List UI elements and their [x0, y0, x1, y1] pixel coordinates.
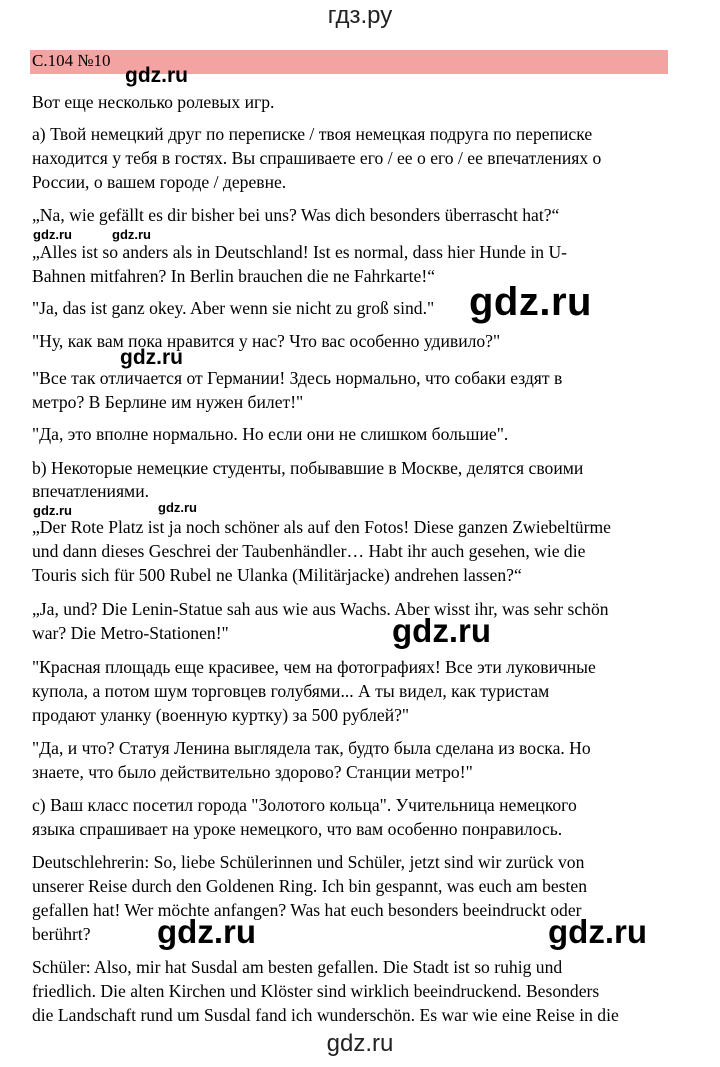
site-title-bottom: gdz.ru	[326, 1030, 394, 1057]
dialogue-line: Schüler: Also, mir hat Susdal am besten gefallen. Die Stadt ist so ruhig und	[32, 957, 563, 977]
task-c-line: с) Ваш класс посетил города "Золотого кольца". Учительница немецкого	[32, 795, 577, 815]
task-c-line: языка спрашивает на уроке немецкого, что вам особенно понравилось.	[32, 819, 563, 839]
watermark: gdz.ru	[158, 500, 197, 515]
watermark: gdz.ru	[33, 227, 72, 242]
watermark: gdz.ru	[469, 280, 592, 324]
german-line: "Ja, das ist ganz okey. Aber wenn sie nicht zu groß sind."	[32, 298, 435, 318]
german-line: Touris sich für 500 Rubel ne Ulanka (Militärjacke) andrehen lassen?“	[32, 565, 522, 585]
german-line: „Ja, und? Die Lenin-Statue sah aus wie aus Wachs. Aber wisst ihr, was sehr schön	[32, 599, 609, 619]
german-line: „Alles ist so anders als in Deutschland! Ist es normal, dass hier Hunde in U-	[32, 242, 568, 262]
task-b-line: b) Некоторые немецкие студенты, побывавшие в Москве, делятся своими	[32, 458, 584, 478]
site-title-top: гдз.ру	[327, 2, 393, 29]
german-line: Bahnen mitfahren? In Berlin brauchen die ne Fahrkarte!“	[32, 266, 436, 286]
dialogue-line: friedlich. Die alten Kirchen und Klöster sind wirklich beeindruckend. Besonders	[32, 981, 600, 1001]
russian-line: "Ну, как вам пока нравится у нас? Что вас особенно удивило?"	[32, 331, 501, 351]
dialogue-line: die Landschaft rund um Susdal fand ich wunderschön. Es war wie eine Reise in die	[32, 1005, 619, 1025]
russian-line: "Все так отличается от Германии! Здесь нормально, что собаки ездят в	[32, 368, 563, 388]
task-a-line: России, о вашем городе / деревне.	[32, 172, 287, 192]
dialogue-line: berührt?	[32, 924, 91, 944]
intro-line: Вот еще несколько ролевых игр.	[32, 92, 275, 112]
russian-line: метро? В Берлине им нужен билет!"	[32, 392, 304, 412]
dialogue-line: unserer Reise durch den Goldenen Ring. Ich bin gespannt, was euch am besten	[32, 876, 588, 896]
dialogue-line: Deutschlehrerin: So, liebe Schülerinnen und Schüler, jetzt sind wir zurück von	[32, 852, 585, 872]
russian-line: продают уланку (военную куртку) за 500 рублей?"	[32, 705, 410, 725]
russian-line: "Да, это вполне нормально. Но если они не слишком большие".	[32, 424, 509, 444]
watermark: gdz.ru	[120, 346, 183, 369]
russian-line: "Да, и что? Статуя Ленина выглядела так, будто была сделана из воска. Но	[32, 738, 591, 758]
task-a-line: а) Твой немецкий друг по переписке / твоя немецкая подруга по переписке	[32, 124, 593, 144]
watermark: gdz.ru	[112, 227, 151, 242]
german-line: war? Die Metro-Stationen!"	[32, 623, 229, 643]
german-line: und dann dieses Geschrei der Taubenhändler… Habt ihr auch gesehen, wie die	[32, 541, 586, 561]
russian-line: знаете, что было действительно здорово? Станции метро!"	[32, 762, 473, 782]
watermark: gdz.ru	[548, 913, 647, 950]
german-line: „Der Rote Platz ist ja noch schöner als auf den Fotos! Diese ganzen Zwiebeltürme	[32, 517, 611, 537]
german-line: „Na, wie gefällt es dir bisher bei uns? Was dich besonders überrascht hat?“	[32, 205, 560, 225]
russian-line: "Красная площадь еще красивее, чем на фотографиях! Все эти луковичные	[32, 657, 596, 677]
task-a-line: находится у тебя в гостях. Вы спрашиваете его / ее о его / ее впечатлениях о	[32, 148, 602, 168]
task-b-line: впечатлениями.	[32, 481, 150, 501]
russian-line: купола, а потом шум торговцев голубями... А ты видел, как туристам	[32, 681, 550, 701]
task-number: С.104 №10	[32, 51, 111, 70]
watermark: gdz.ru	[157, 913, 256, 950]
watermark: gdz.ru	[33, 503, 72, 518]
watermark: gdz.ru	[125, 64, 188, 87]
dialogue-line: gefallen hat! Wer möchte anfangen? Was hat euch besonders beeindruckt oder	[32, 900, 582, 920]
watermark: gdz.ru	[392, 612, 491, 649]
